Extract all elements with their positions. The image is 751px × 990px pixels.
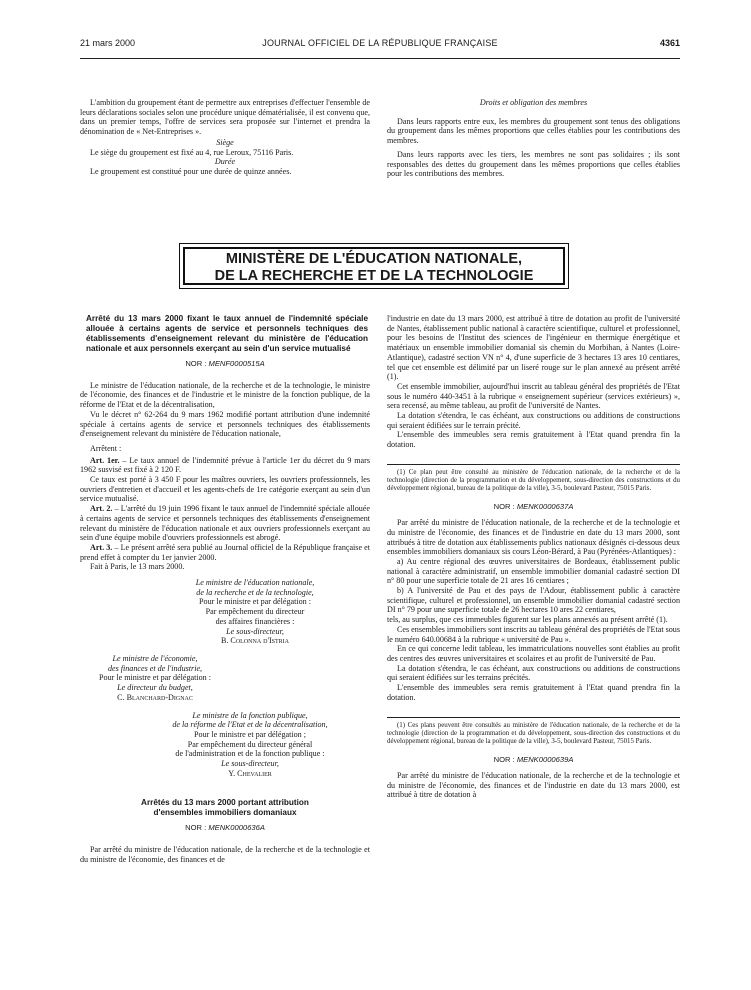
footnote: (1) Ces plans peuvent être consultés au ministère de l'éducation nationale, de la recherche et de la technologie (direction de la programmation et du développement, sous-direction des constructions et du développement régional, bureau de la politique de la ville), 3-5, boulevard Pasteur, 75015 Paris. xyxy=(387,721,680,745)
footnote: (1) Ce plan peut être consulté au ministère de l'éducation nationale, de la recherche et de la technologie (direction de la programmation et du développement, sous-direction des constructions et du développement régional, bureau de la politique de la ville), 3-5, boulevard Pasteur, 75015 Paris. xyxy=(387,468,680,493)
paragraph: L'ensemble des immeubles sera remis gratuitement à l'Etat quand prendra fin la dotation. xyxy=(387,430,680,450)
nor-reference xyxy=(387,502,680,512)
signature-line: de la recherche et de la technologie, xyxy=(196,587,314,597)
page-header xyxy=(80,38,680,52)
nor-label: NOR : xyxy=(185,359,209,368)
ministry-heading-line-2: DE LA RECHERCHE ET DE LA TECHNOLOGIE xyxy=(214,268,534,284)
paragraph: La dotation s'étendra, le cas échéant, aux constructions ou additions de constructions qui seraient édifiées sur le terrain précité. xyxy=(387,411,680,430)
signature-line: Le directeur du budget, xyxy=(117,683,193,693)
paragraph: Le siège du groupement est fixé au 4, rue Leroux, 75116 Paris. xyxy=(90,147,294,157)
signature-date: Fait à Paris, le 13 mars 2000. xyxy=(90,562,185,572)
signatory-name: Y. Chevalier xyxy=(228,768,272,778)
header-page-number: 4361 xyxy=(659,38,680,48)
nor-reference xyxy=(387,755,680,765)
nor-code: MENF0000515A xyxy=(208,359,265,368)
top-right-column xyxy=(387,98,680,179)
nor-code: MENK0000637A xyxy=(516,502,574,512)
signature-line: Par empêchement du directeur xyxy=(205,607,305,617)
section-title-duree: Durée xyxy=(214,157,236,167)
paragraph: Dans leurs rapports avec les tiers, les membres ne sont pas solidaires ; ils sont responsables des dettes du groupement dans les mêmes proportions que celles établies pour les contributions des membres. xyxy=(387,149,680,179)
paragraph: L'ensemble des immeubles sera remis gratuitement à l'Etat quand prendra fin la dotation. xyxy=(387,683,680,702)
signature-line: de la réforme de l'Etat et de la décentralisation, xyxy=(172,720,328,730)
decree-title: Arrêté du 13 mars 2000 fixant le taux annuel de l'indemnité spéciale allouée à certains agents de service et personnels techniques des établissements d'enseignement relevant du ministère de l'éducation nationale et aux personnels exerçant au sein d'un service mutualisé xyxy=(86,314,368,353)
header-date: 21 mars 2000 xyxy=(80,38,136,48)
section-title-droits: Droits et obligation des membres xyxy=(479,98,588,107)
arretent-label: Arrêtent : xyxy=(90,443,122,453)
signature-line: Le sous-directeur, xyxy=(221,759,279,769)
header-journal-title: JOURNAL OFFICIEL DE LA RÉPUBLIQUE FRANÇAISE xyxy=(262,38,498,48)
article-text: – Le présent arrêté sera publié au Journal officiel de la République française et prend effet à compter du 1er janvier 2000. xyxy=(80,542,371,562)
signature-line: Le ministre de l'économie, xyxy=(112,653,198,663)
article-3 xyxy=(80,543,370,562)
article-label: Art. 1er. xyxy=(90,455,120,465)
signature-block-1 xyxy=(140,578,370,646)
footnote-rule xyxy=(387,717,680,718)
article-2 xyxy=(80,504,370,543)
signature-line: Pour le ministre et par délégation ; xyxy=(194,729,306,739)
signature-line: Pour le ministre et par délégation : xyxy=(199,597,311,607)
paragraph: Ces ensembles immobiliers sont inscrits au tableau général des propriétés de l'Etat sous le numéro 640.00684 à la rubrique « université de Pau ». xyxy=(387,624,680,644)
nor-label: NOR : xyxy=(493,502,517,512)
footnote-rule xyxy=(387,464,680,465)
nor-code: MENK0000636A xyxy=(208,823,265,833)
paragraph: Le groupement est constitué pour une durée de quinze années. xyxy=(90,166,292,176)
nor-label: NOR : xyxy=(185,823,209,833)
signature-line: Le sous-directeur, xyxy=(226,626,284,636)
article-text: – L'arrêté du 19 juin 1996 fixant le taux annuel de l'indemnité spéciale allouée à certains agents de service et personnels techniques des établissements d'enseignement relevant du ministère de l'éducation nationale et aux ouvriers professionnels exerçant au sein d'une équipe mobile d'ouvriers professionnels est abrogé. xyxy=(80,504,370,543)
header-rule xyxy=(80,58,680,59)
paragraph: b) A l'université de Pau et des pays de l'Adour, établissement public à caractère scientifique, culturel et professionnel, un ensemble immobilier domanial cadastré section DI n° 79 pour une superficie totale de 26 hectares 10 ares 22 centiares, xyxy=(387,586,680,615)
paragraph: En ce qui concerne ledit tableau, les immatriculations nouvelles sont établies au profit des centres des œuvres universitaires et scolaires et au profit de l'université de Pau. xyxy=(387,644,680,663)
signatory-name: B. Colonna d'Istria xyxy=(220,636,290,646)
paragraph: La dotation s'étendra, le cas échéant, aux constructions ou additions de constructions qui seraient édifiées sur les terrains précités. xyxy=(387,663,680,683)
paragraph: a) Au centre régional des œuvres universitaires de Bordeaux, établissement public national à caractère administratif, un ensemble immobilier domanial cadastré section DI n° 80 pour une superficie totale de 21 ares 16 centiares ; xyxy=(387,556,680,586)
article-label: Art. 3. xyxy=(90,542,113,552)
paragraph: Dans leurs rapports entre eux, les membres du groupement sont tenus des obligations du groupement dans les mêmes proportions que celles établies pour les contributions des membres. xyxy=(387,116,680,146)
nor-label: NOR : xyxy=(493,755,517,765)
signature-line: des affaires financières : xyxy=(215,616,295,626)
paragraph: Par arrêté du ministre de l'éducation nationale, de la recherche et de la technologie et du ministre de l'économie, des finances et de l'industrie en date du 13 mars 2000, est attribué à titre de dotation à xyxy=(387,770,680,800)
lower-right-column xyxy=(387,314,680,800)
article-label: Art. 2. xyxy=(90,504,113,514)
paragraph: Cet ensemble immobilier, aujourd'hui inscrit au tableau général des propriétés de l'Etat sous le numéro 440-3451 à la rubrique « enseignement supérieur (services extérieurs) », sera recensé, au même tableau, au profit de l'université de Nantes. xyxy=(387,381,680,411)
signatory-name: C. Blanchard-Dignac xyxy=(117,692,193,702)
nor-reference xyxy=(80,823,370,833)
decree-title: Arrêtés du 13 mars 2000 portant attribution d'ensembles immobiliers domaniaux xyxy=(141,798,309,818)
lower-left-column xyxy=(80,314,370,865)
ministry-heading-box xyxy=(183,247,565,285)
paragraph: Par arrêté du ministre de l'éducation nationale, de la recherche et de la technologie et du ministre de l'économie, des finances et de l'industrie en date du 13 mars 2000, sont attribués à titre de dotation aux établissements publics nationaux désignés ci-dessous deux ensembles immobiliers domaniaux sis cours Léon-Bérard, à Pau (Pyrénées-Atlantiques) : xyxy=(387,518,680,557)
paragraph: Vu le décret n° 62-264 du 9 mars 1962 modifié portant attribution d'une indemnité spéciale à certains agents de service et personnels techniques des établissements d'enseignement relevant du ministère de l'éducation nationale, xyxy=(80,409,370,439)
paragraph: Le ministre de l'éducation nationale, de la recherche et de la technologie, le ministre de l'économie, des finances et de l'industrie et le ministre de la fonction publique, de la réforme de l'Etat et de la décentralisation, xyxy=(80,380,370,410)
signature-line: Par empêchement du directeur général xyxy=(187,739,313,749)
paragraph: Par arrêté du ministre de l'éducation nationale, de la recherche et de la technologie et du ministre de l'économie, des finances et de xyxy=(80,845,370,864)
nor-code: MENK0000639A xyxy=(516,755,574,765)
signature-block-3 xyxy=(130,711,370,779)
article-1 xyxy=(80,456,370,475)
signature-block-2 xyxy=(80,654,230,703)
signature-line: Le ministre de la fonction publique, xyxy=(192,710,308,720)
signature-line: Le ministre de l'éducation nationale, xyxy=(195,578,315,588)
paragraph: L'ambition du groupement étant de permettre aux entreprises d'effectuer l'ensemble de leurs déclarations sociales selon une procédure unique dématérialisée, il est convenu que, dans un premier temps, l'offre de services sera proposée sur l'internet et prendra la dénomination de « Net-Entreprises ». xyxy=(80,98,370,137)
signature-line: Pour le ministre et par délégation : xyxy=(99,673,211,683)
paragraph: l'industrie en date du 13 mars 2000, est attribué à titre de dotation au profit de l'université de Nantes, établissement public national à caractère scientifique, culturel et professionnel, pour les besoins de l'Institut des sciences de l'ingénieur en thermique énergétique et matériaux un ensemble immobilier domanial sis chemin du Morbihan, à Nantes (Loire-Atlantique), cadastré section VN n° 4, d'une superficie de 3 hectares 13 ares 10 centiares, tel que cet ensemble est délimité par un liseré rouge sur le plan annexé au présent arrêté (1). xyxy=(387,314,680,382)
signature-line: de l'administration et de la fonction publique : xyxy=(175,749,325,759)
nor-reference xyxy=(80,359,370,369)
paragraph: tels, au surplus, que ces immeubles figurent sur les plans annexés au présent arrêté (1). xyxy=(387,615,668,625)
top-left-column xyxy=(80,98,370,177)
ministry-heading-line-1: MINISTÈRE DE L'ÉDUCATION NATIONALE, xyxy=(225,251,523,267)
section-title-siege: Siège xyxy=(216,137,234,147)
article-text: – Le taux annuel de l'indemnité prévue à l'article 1er du décret du 9 mars 1962 susvisé est fixé à 2 120 F. xyxy=(80,455,370,475)
signature-line: des finances et de l'industrie, xyxy=(107,663,203,673)
paragraph: Ce taux est porté à 3 450 F pour les maîtres ouvriers, les ouvriers professionnels, les ouvriers d'entretien et d'accueil et les agents-chefs de 1re catégorie exerçant au sein d'un service mutualisé. xyxy=(80,475,370,504)
